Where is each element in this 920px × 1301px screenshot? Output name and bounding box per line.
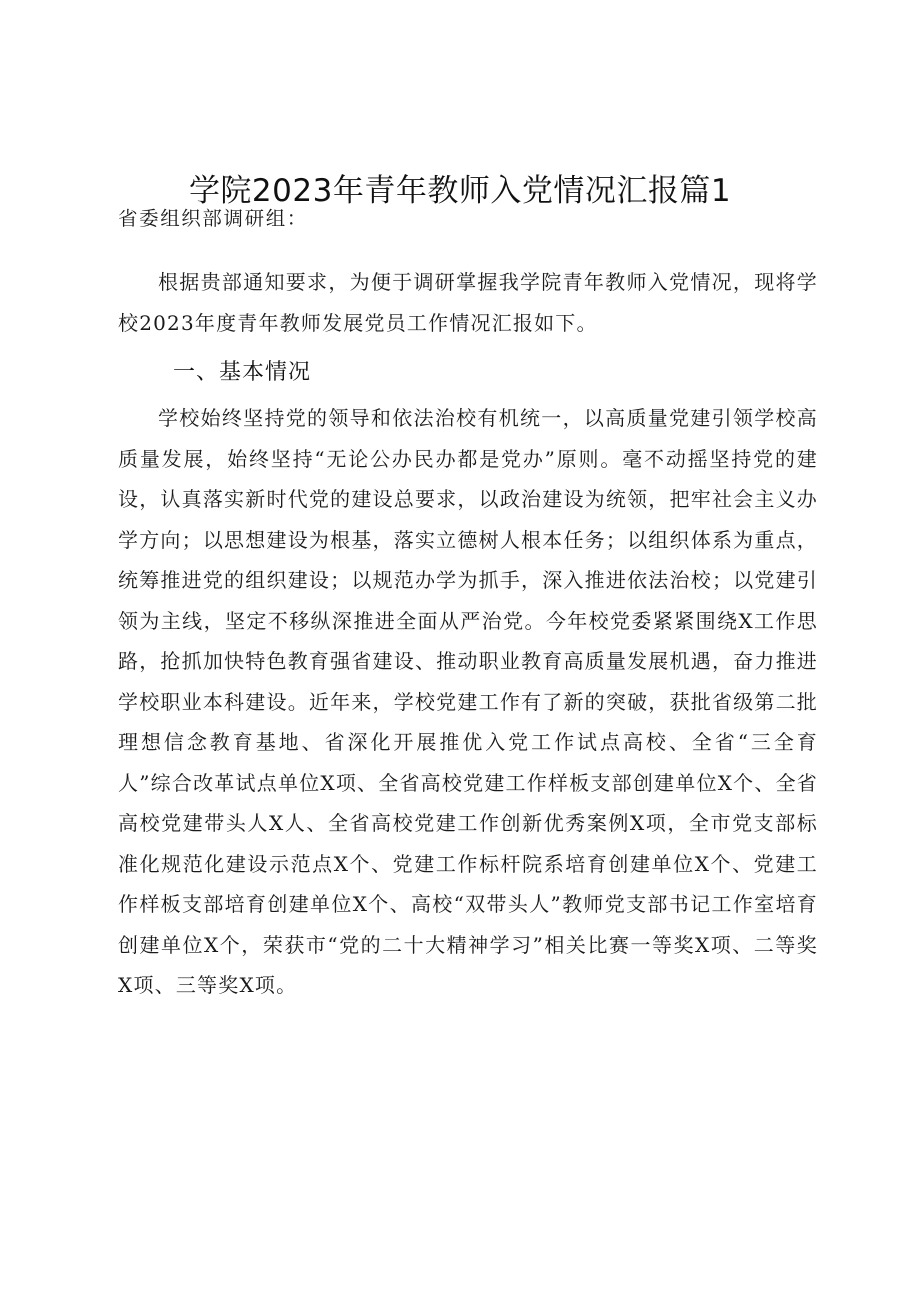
document-title: 学院2023年青年教师入党情况汇报篇1 [188,173,732,209]
intro-paragraph: 根据贵部通知要求，为便于调研掌握我学院青年教师入党情况，现将学校2023年度青年教师发展党员工作情况汇报如下。 [118,270,818,335]
body-paragraph: 学校始终坚持党的领导和依法治校有机统一，以高质量党建引领学校高质量发展，始终坚持“无论公办民办都是党办”原则。毫不动摇坚持党的建设，认真落实新时代党的建设总要求，以政治建设为统领，把牢社会主义办学方向；以思想建设为根基，落实立德树人根本任务；以组织体系为重点，统筹推进党的组织建设；以规范办学为抓手，深入推进依法治校；以党建引领为主线，坚定不移纵深推进全面从严治党。今年校党委紧紧围绕X工作思路，抢抓加快特色教育强省建设、推动职业教育高质量发展机遇，奋力推进学校职业本科建设。近年来，学校党建工作有了新的突破，获批省级第二批理想信念教育基地、省深化开展推优入党工作试点高校、全省“三全育人”综合改革试点单位X项、全省高校党建工作样板支部创建单位X个、全省高校党建带头人X人、全省高校党建工作创新优秀案例X项，全市党支部标准化规范化建设示范点X个、党建工作标杆院系培育创建单位X个、党建工作样板支部培育创建单位X个、高校“双带头人”教师党支部书记工作室培育创建单位X个，荣获市“党的二十大精神学习”相关比赛一等奖X项、二等奖X项、三等奖X项。 [118,406,818,997]
addressee-line: 省委组织部调研组： [118,207,308,230]
section-heading: 一、基本情况 [173,360,312,385]
